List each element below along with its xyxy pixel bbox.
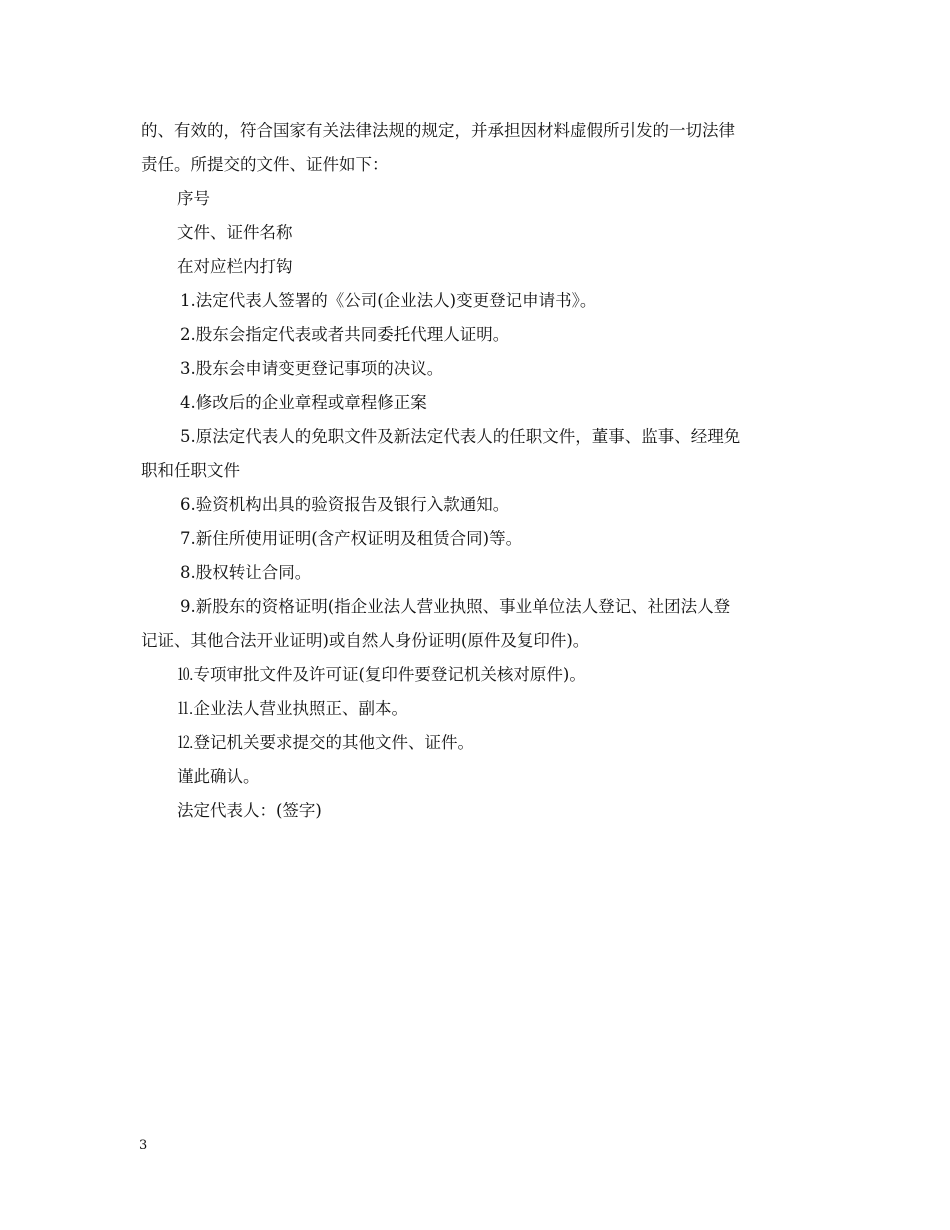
list-item: 1.法定代表人签署的《公司(企业法人)变更登记申请书》。: [180, 291, 597, 310]
table-header-checkmark: 在对应栏内打钩: [177, 257, 293, 276]
list-item: 3.股东会申请变更登记事项的决议。: [180, 359, 444, 378]
list-item: ⒓登记机关要求提交的其他文件、证件。: [177, 733, 474, 752]
list-item-continuation: 职和任职文件: [141, 461, 240, 480]
document-body: [141, 114, 811, 828]
list-item: 7.新住所使用证明(含产权证明及租赁合同)等。: [180, 529, 523, 548]
page-number: 3: [139, 1138, 148, 1153]
list-item: 2.股东会指定代表或者共同委托代理人证明。: [180, 325, 510, 344]
intro-line: 的、有效的，符合国家有关法律法规的规定，并承担因材料虚假所引发的一切法律: [141, 121, 735, 140]
signature-line: 法定代表人：(签字): [177, 801, 322, 820]
table-header-document-name: 文件、证件名称: [177, 223, 293, 242]
list-item: 5.原法定代表人的免职文件及新法定代表人的任职文件，董事、监事、经理免: [180, 427, 741, 446]
list-item: 4.修改后的企业章程或章程修正案: [180, 393, 427, 412]
list-item: 8.股权转让合同。: [180, 563, 312, 582]
list-item: 9.新股东的资格证明(指企业法人营业执照、事业单位法人登记、社团法人登: [180, 597, 731, 616]
list-item: ⒑专项审批文件及许可证(复印件要登记机关核对原件)。: [177, 665, 586, 684]
list-item: ⒒企业法人营业执照正、副本。: [177, 699, 408, 718]
list-item-continuation: 记证、其他合法开业证明)或自然人身份证明(原件及复印件)。: [141, 631, 590, 650]
closing-statement: 谨此确认。: [177, 767, 260, 786]
intro-line: 责任。所提交的文件、证件如下：: [141, 155, 389, 174]
list-item: 6.验资机构出具的验资报告及银行入款通知。: [180, 495, 510, 514]
table-header-serial: 序号: [177, 189, 210, 208]
